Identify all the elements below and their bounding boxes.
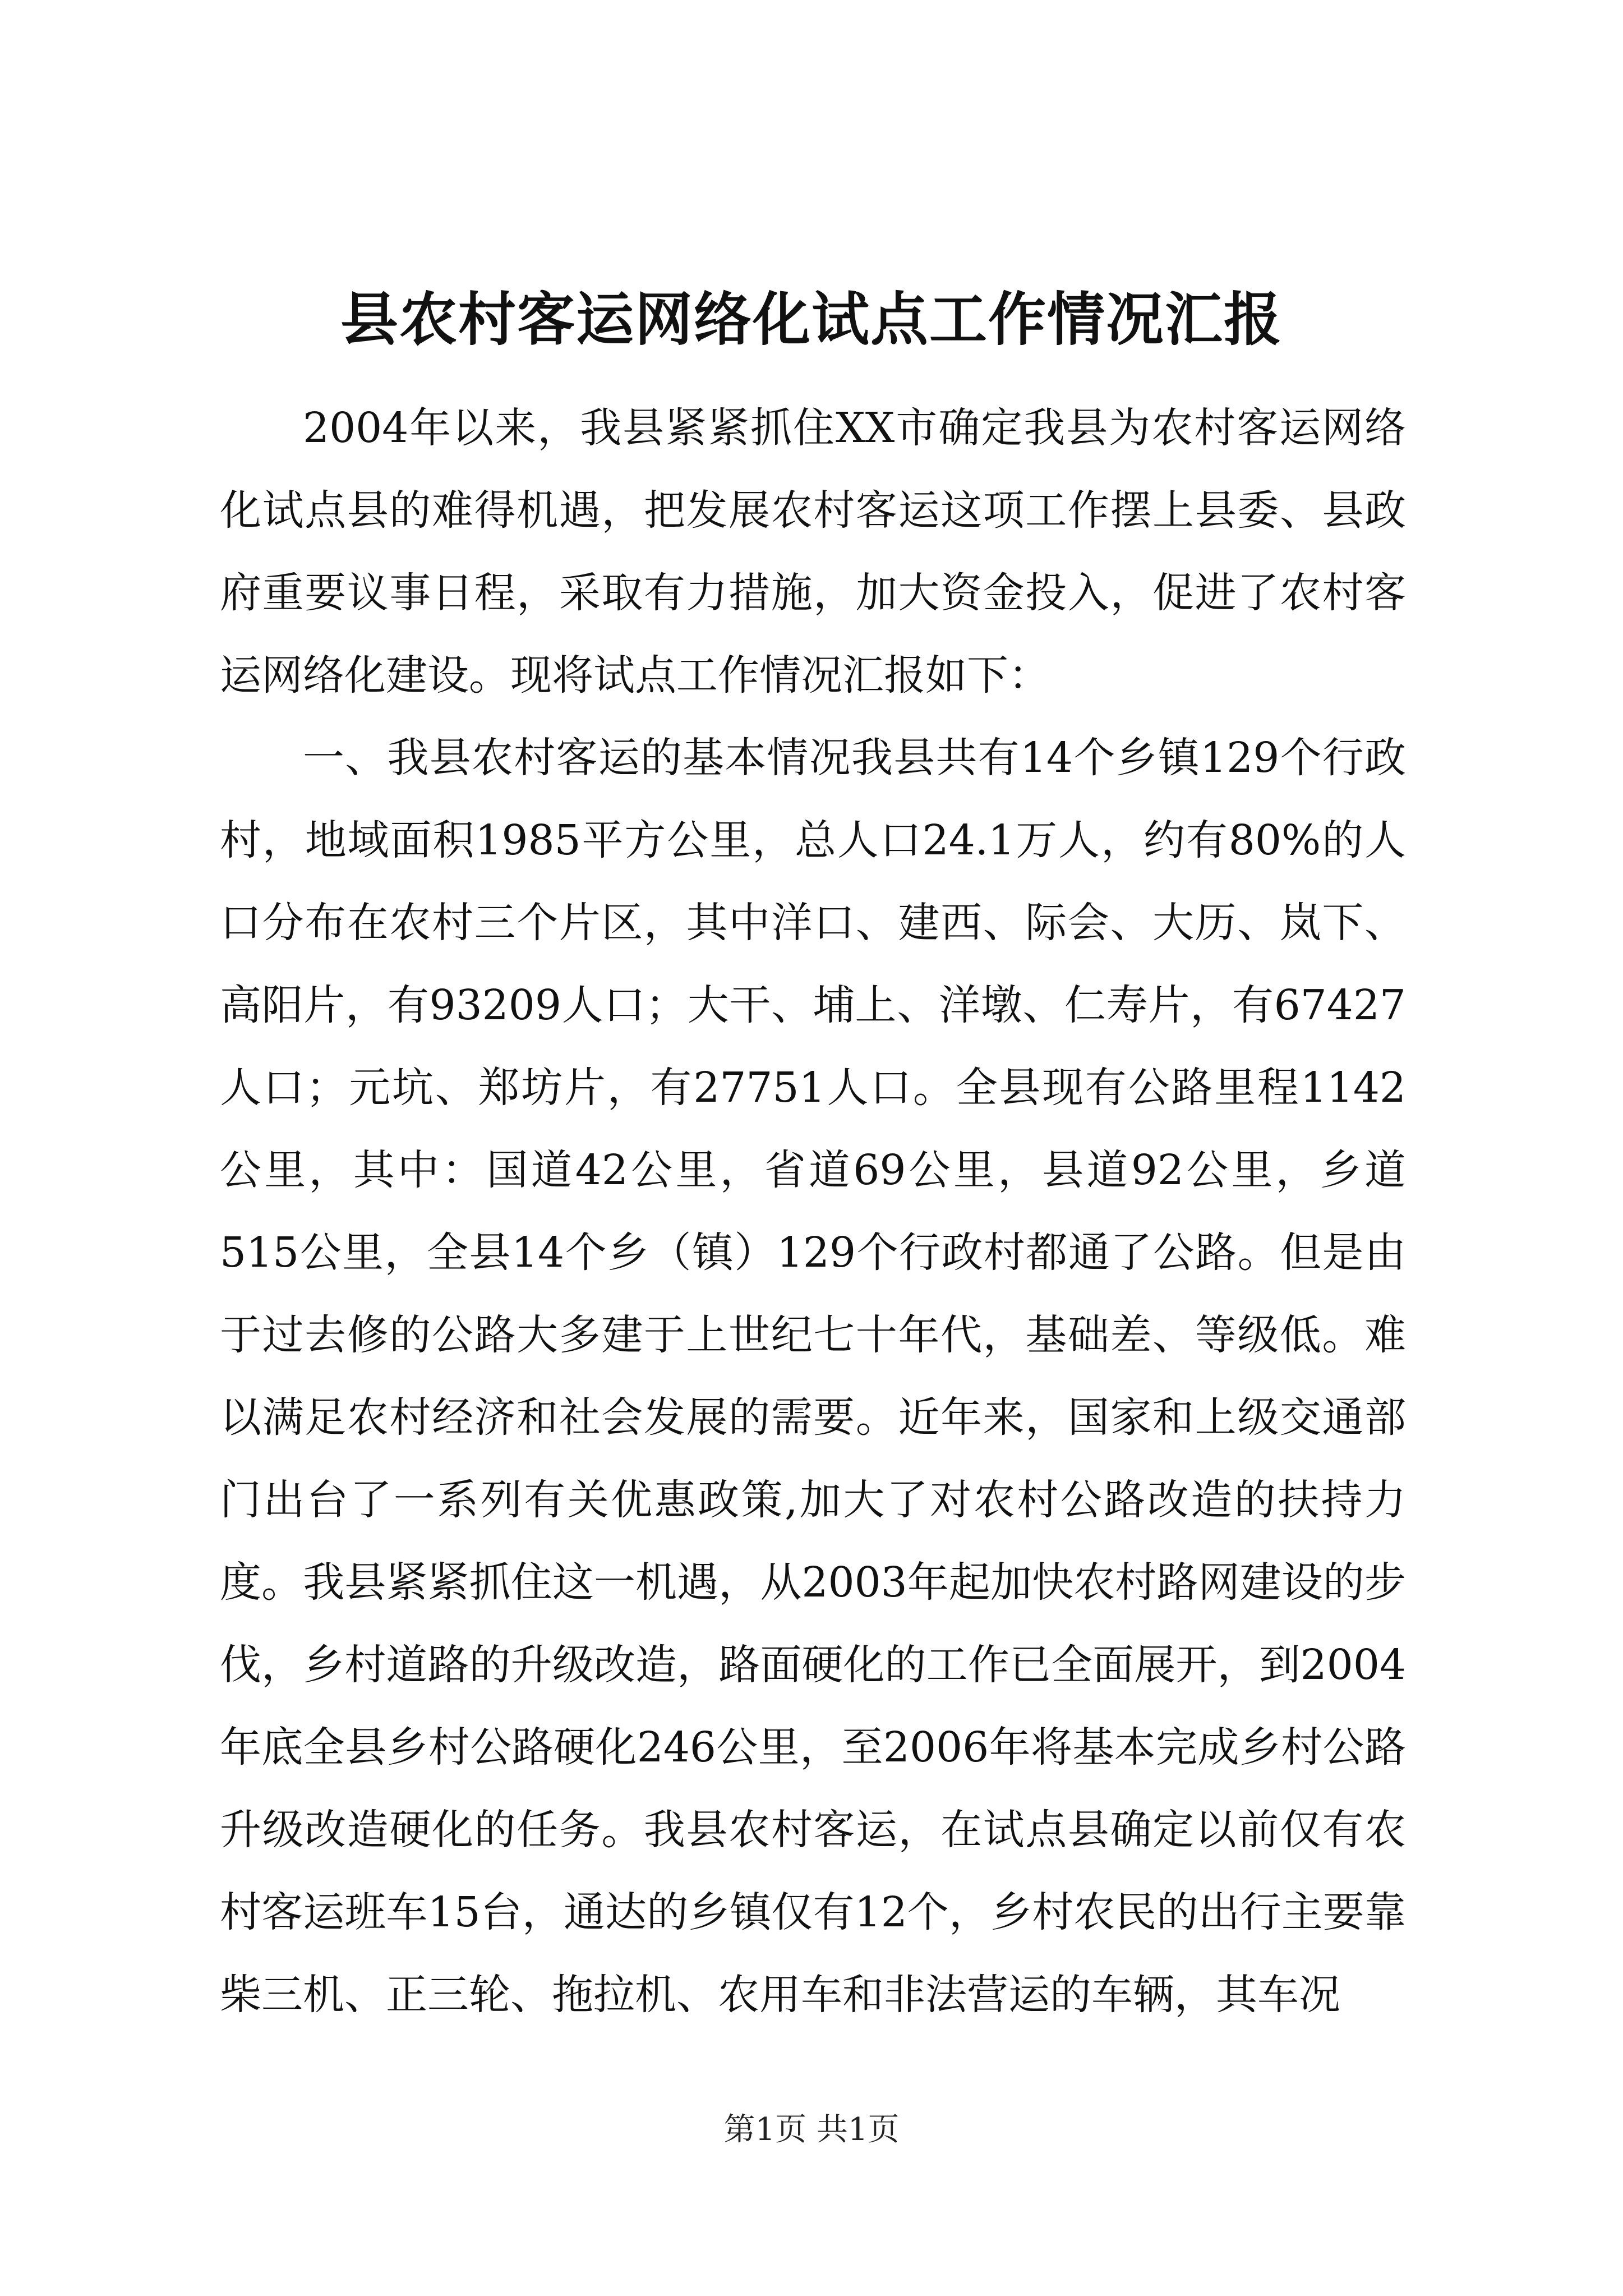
document-title: 县农村客运网络化试点工作情况汇报 [340, 286, 1283, 353]
paragraph-basic-situation: 一、我县农村客运的基本情况我县共有14个乡镇129个行政村，地域面积1985平方公里，总人口24.1万人，约有80%的人口分布在农村三个片区，其中洋口、建西、际会、大历、岚下、高阳片，有93209人口；大干、埔上、洋墩、仁寿片，有67427人口；元坑、郑坊片，有27751人口。全县现有公路里程1142公里，其中：国道42公里，省道69公里，县道92公里，乡道515公里，全县14个乡（镇）129个行政村都通了公路。但是由于过去修的公路大多建于上世纪七十年代，基础差、等级低。难以满足农村经济和社会发展的需要。近年来，国家和上级交通部门出台了一系列有关优惠政策,加大了对农村公路改造的扶持力度。我县紧紧抓住这一机遇，从2003年起加快农村路网建设的步伐，乡村道路的升级改造，路面硬化的工作已全面展开，到2004年底全县乡村公路硬化246公里，至2006年将基本完成乡村公路升级改造硬化的任务。我县农村客运，在试点县确定以前仅有农村客运班车15台，通达的乡镇仅有12个，乡村农民的出行主要靠柴三机、正三轮、拖拉机、农用车和非法营运的车辆，其车况 [220, 734, 1406, 2019]
paragraph-intro: 2004年以来，我县紧紧抓住XX市确定我县为农村客运网络化试点县的难得机遇，把发展农村客运这项工作摆上县委、县政府重要议事日程，采取有力措施，加大资金投入，促进了农村客运网络化建设。现将试点工作情况汇报如下： [220, 404, 1406, 700]
document-body [220, 387, 1406, 2036]
page-footer: 第1页 共1页 [723, 2111, 900, 2148]
